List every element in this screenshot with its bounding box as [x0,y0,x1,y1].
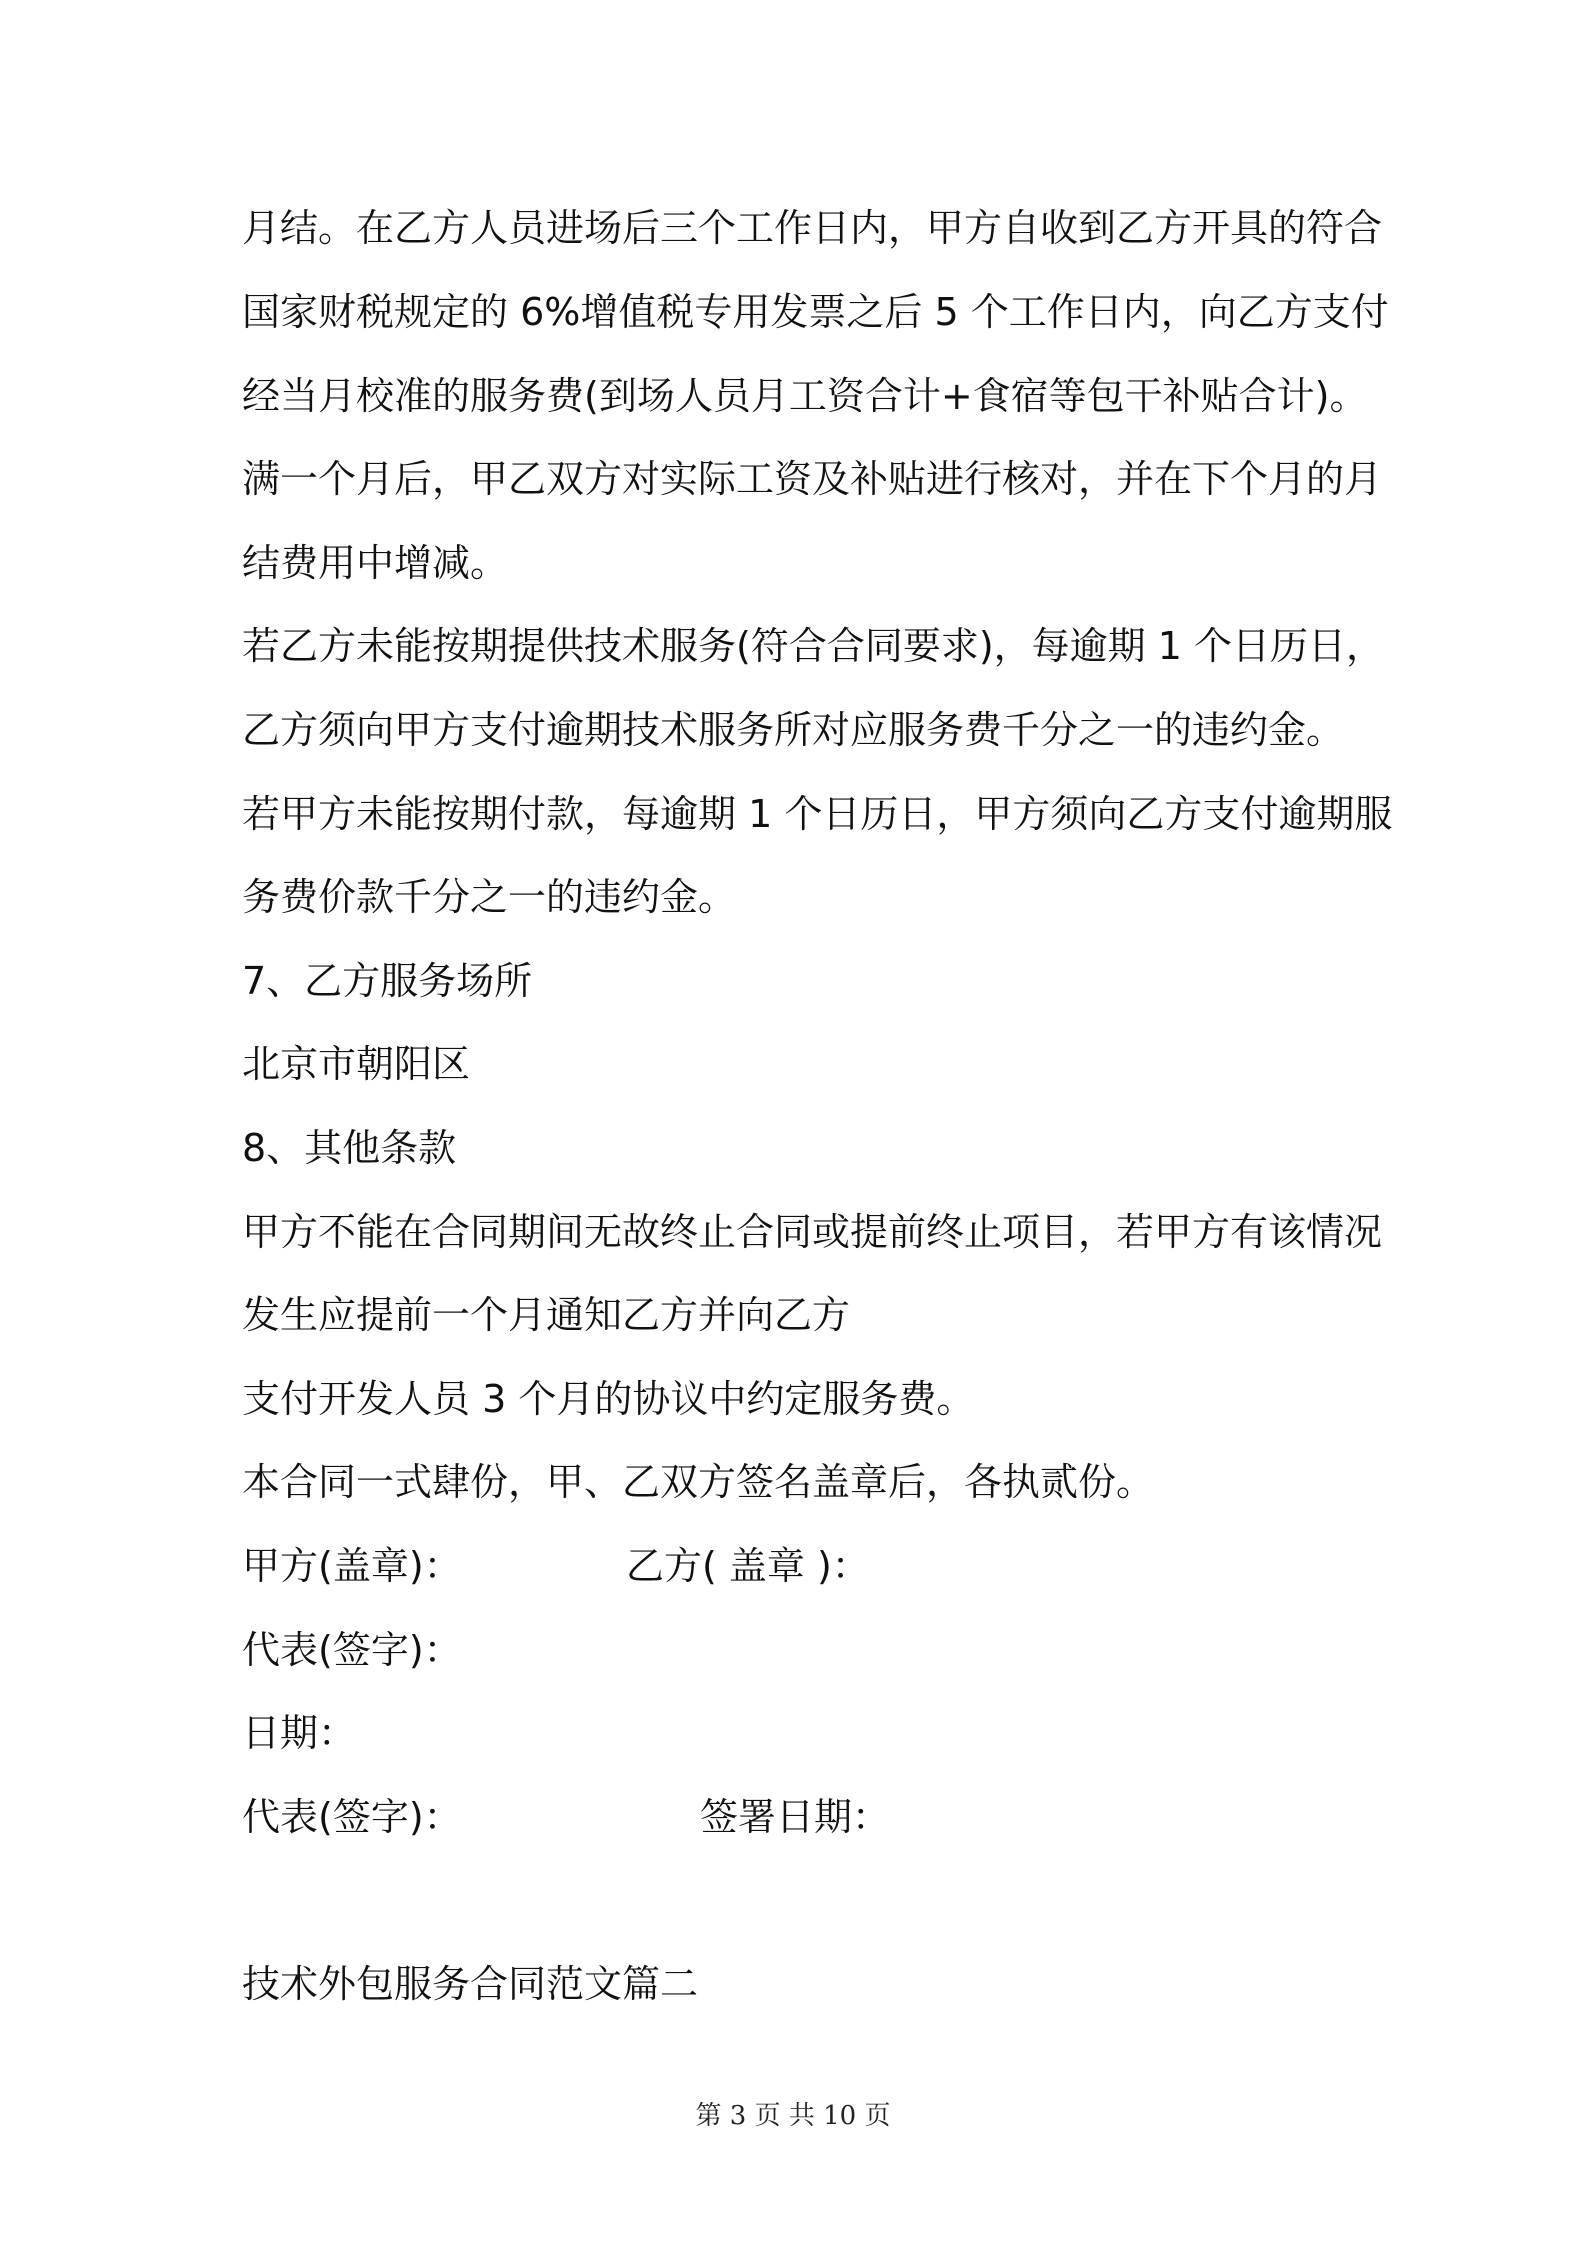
section-heading-service-location: 7、乙方服务场所 [242,959,533,1003]
party-b-seal-label: 乙方( 盖章 )： [626,1544,870,1588]
paragraph-line: 满一个月后，甲乙双方对实际工资及补贴进行核对，并在下个月的月 [242,457,1383,501]
paragraph-line: 乙方须向甲方支付逾期技术服务所对应服务费千分之一的违约金。 [242,708,1345,752]
section-title: 技术外包服务合同范文篇二 [242,1962,699,2006]
section-heading-other-terms: 8、其他条款 [242,1126,457,1170]
paragraph-line: 经当月校准的服务费(到场人员月工资合计+食宿等包干补贴合计)。 [242,374,1368,418]
paragraph-line: 月结。在乙方人员进场后三个工作日内，甲方自收到乙方开具的符合 [242,206,1383,250]
party-a-seal-label: 甲方(盖章)： [242,1544,462,1588]
paragraph-line: 本合同一式肆份，甲、乙双方签名盖章后，各执贰份。 [242,1460,1155,1504]
paragraph-line: 国家财税规定的 6%增值税专用发票之后 5 个工作日内，向乙方支付 [242,290,1389,334]
paragraph-line: 务费价款千分之一的违约金。 [242,875,737,919]
signing-date-label: 签署日期： [700,1795,891,1839]
date-label: 日期： [242,1711,357,1755]
paragraph-line: 支付开发人员 3 个月的协议中约定服务费。 [242,1377,975,1421]
signature-row-parties [242,1540,1342,1592]
paragraph-line: 若乙方未能按期提供技术服务(符合合同要求)，每逾期 1 个日历日， [242,624,1384,668]
paragraph-line: 结费用中增减。 [242,541,509,585]
page-number-footer: 第 3 页 共 10 页 [695,2101,891,2131]
signature-row-rep-date [242,1791,1342,1843]
paragraph-line: 甲方不能在合同期间无故终止合同或提前终止项目，若甲方有该情况 [242,1210,1383,1254]
representative-signature-label-2: 代表(签字)： [242,1795,462,1839]
paragraph-line: 若甲方未能按期付款，每逾期 1 个日历日，甲方须向乙方支付逾期服 [242,792,1393,836]
representative-signature-label: 代表(签字)： [242,1628,462,1672]
paragraph-line: 北京市朝阳区 [242,1042,471,1086]
paragraph-line: 发生应提前一个月通知乙方并向乙方 [242,1293,851,1337]
